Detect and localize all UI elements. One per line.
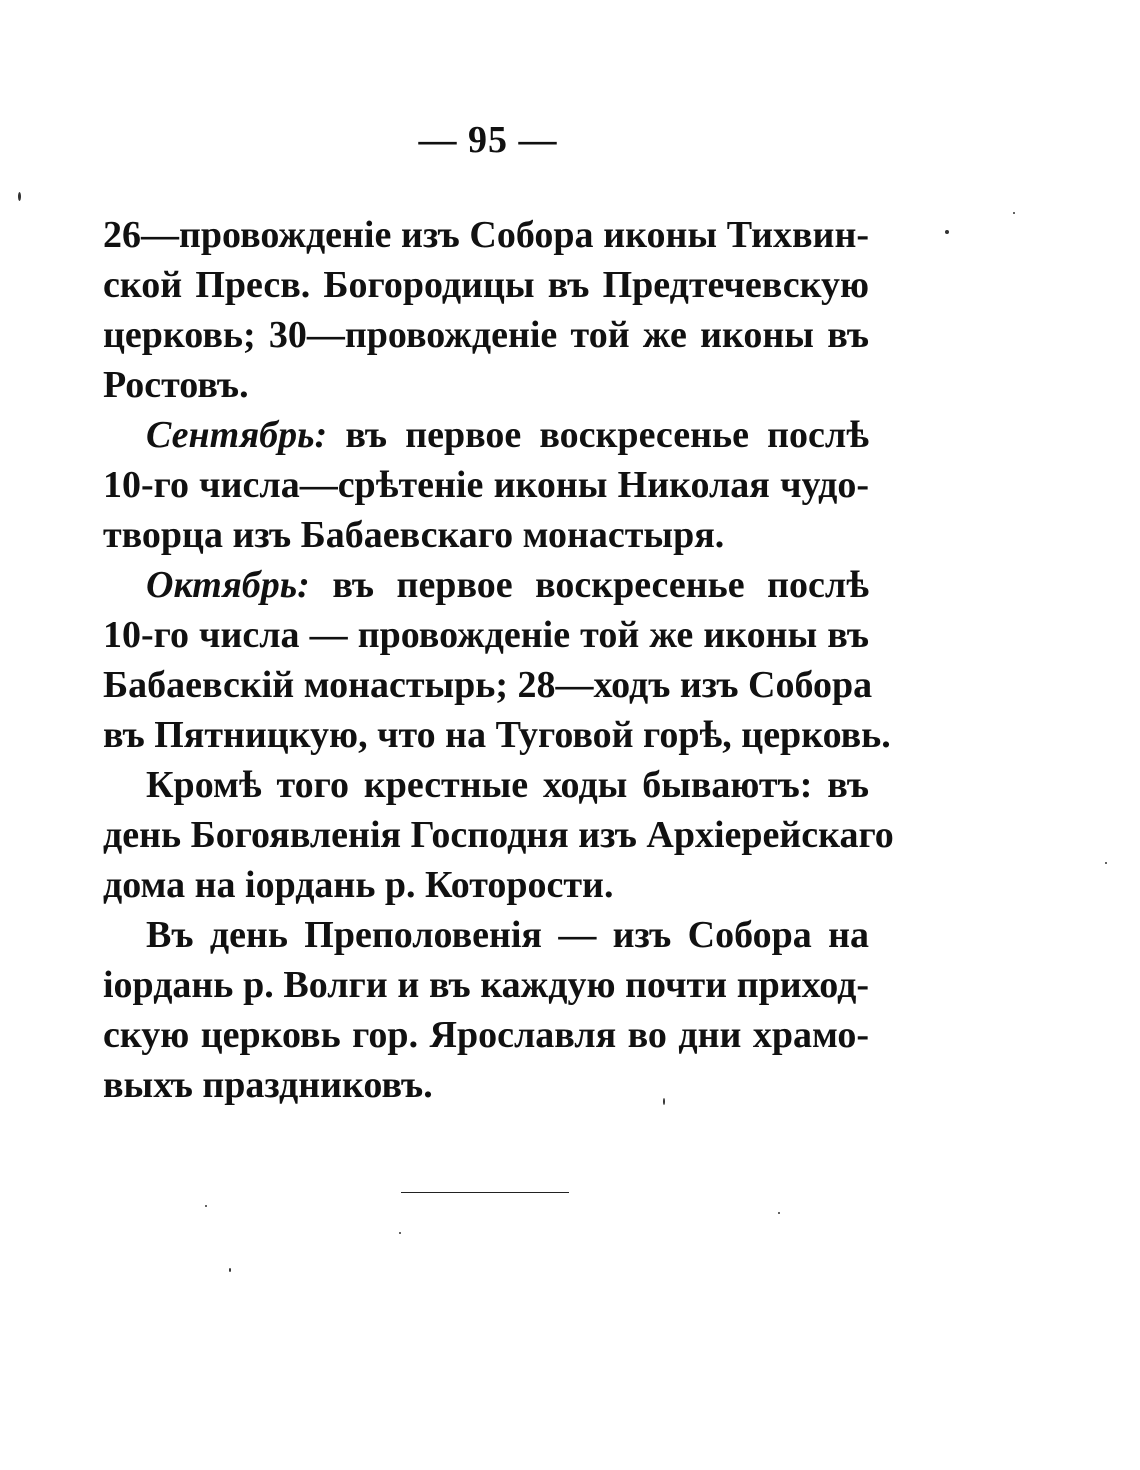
print-speck — [205, 1205, 207, 1207]
print-speck — [399, 1232, 401, 1234]
text-line: день Богоявленія Господня изъ Архіерейскаго — [103, 814, 894, 856]
text-line: Бабаевскій монастырь; 28—ходъ изъ Собора — [103, 664, 873, 706]
print-speck — [18, 192, 21, 201]
text-line: 10-го числа—срѣтеніе иконы Николая чудо- — [103, 464, 869, 506]
line-text: въ первое воскресенье послѣ — [345, 414, 869, 456]
line-text: въ первое воскресенье послѣ — [332, 564, 869, 606]
text-line: дома на іордань р. Которости. — [103, 864, 614, 906]
print-speck — [1105, 862, 1107, 864]
text-line: 10-го числа — провожденіе той же иконы въ — [103, 614, 869, 656]
text-line: скую церковь гор. Ярославля во дни храмо- — [103, 1014, 869, 1056]
print-speck — [1013, 212, 1015, 214]
text-line: творца изъ Бабаевскаго монастыря. — [103, 514, 725, 556]
text-line: ской Пресв. Богородицы въ Предтечевскую — [103, 264, 869, 306]
text-line: 26—провожденіе изъ Собора иконы Тихвин- — [103, 214, 869, 256]
page-number: — 95 — — [418, 119, 558, 161]
month-label-october: Октябрь: — [146, 564, 310, 606]
text-line: Кромѣ того крестные ходы бываютъ: въ — [146, 764, 869, 806]
text-line: Въ день Преполовенія — изъ Собора на — [146, 914, 869, 956]
text-line: выхъ праздниковъ. — [103, 1064, 433, 1106]
print-speck — [663, 1098, 665, 1105]
text-line — [146, 560, 869, 610]
print-speck — [945, 230, 949, 234]
text-line: въ Пятницкую, что на Туговой горѣ, церковь. — [103, 714, 891, 756]
text-line: церковь; 30—провожденіе той же иконы въ — [103, 314, 869, 356]
text-line: Ростовъ. — [103, 364, 249, 406]
print-speck — [778, 1212, 780, 1214]
print-speck — [229, 1268, 231, 1272]
text-line: іордань р. Волги и въ каждую почти приход- — [103, 964, 869, 1006]
end-rule — [401, 1192, 569, 1193]
month-label-september: Сентябрь: — [146, 414, 328, 456]
text-line — [146, 410, 869, 460]
